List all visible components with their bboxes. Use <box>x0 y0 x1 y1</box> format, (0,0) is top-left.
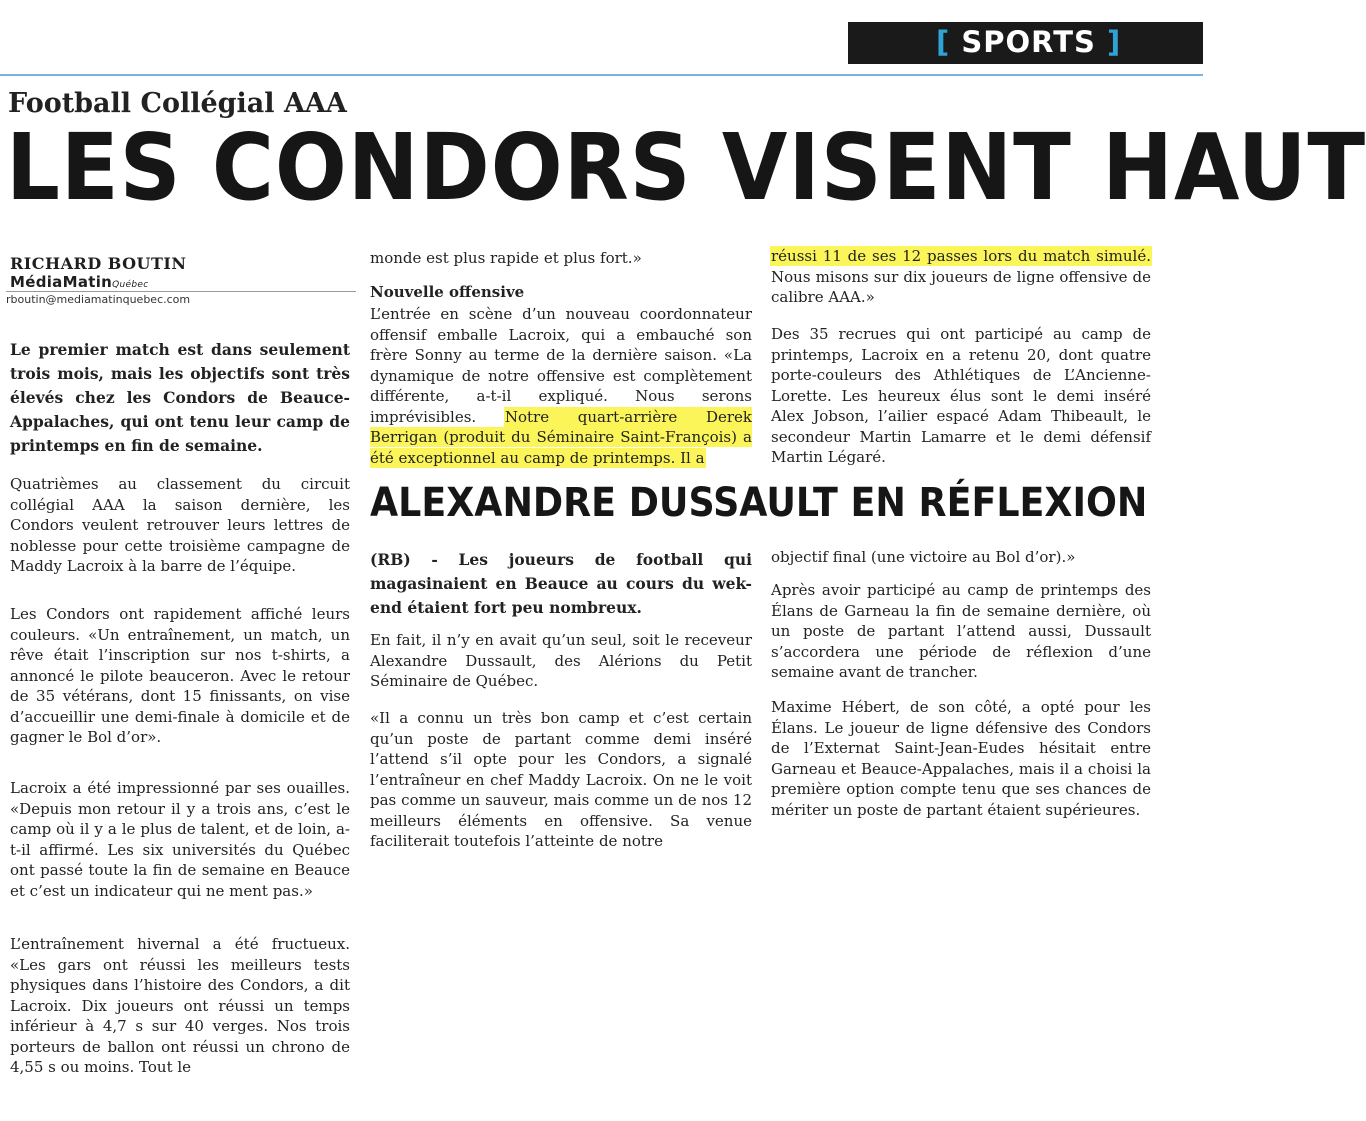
author-email: rboutin@mediamatinquebec.com <box>6 291 356 306</box>
brand-sub: Québec <box>112 280 149 290</box>
secondary-paragraph-continued: objectif final (une victoire au Bol d’or).» <box>771 548 1076 566</box>
section-label <box>936 25 1121 59</box>
secondary-paragraph-2: «Il a connu un très bon camp et c’est certain qu’un poste de partant comme demi inséré l’attend s’il opte pour les Condors, a signalé l’entraîneur en chef Maddy Lacroix. On ne le voit pas comme un sauveur, mais comme un de nos 12 meilleurs éléments en offensive. Sa venue faciliterait toutefois l’atteinte de notre <box>370 709 752 850</box>
secondary-lead: (RB) - Les joueurs de football qui magasinaient en Beauce au cours du wek-end étaient fort peu nombreux. <box>370 550 752 617</box>
paragraph-recruits: Des 35 recrues qui ont participé au camp de printemps, Lacroix en a retenu 20, dont quatre porte-couleurs des Athlétiques de L’Ancienne-Lorette. Les heureux élus sont le demi inséré Alex Jobson, l’ailier espacé Adam Thibeault, le secondeur Martin Lamarre et le demi défensif Martin Légaré. <box>771 325 1151 466</box>
highlighted-text-2: réussi 11 de ses 12 passes lors du match simulé. <box>771 247 1151 265</box>
paragraph-3: Lacroix a été impressionné par ses ouailles. «Depuis mon retour il y a trois ans, c’est le camp où il y a le plus de talent, et de loin, a-t-il affirmé. Les six universités du Québec ont passé toute la fin de semaine en Beauce et c’est un indicateur qui ne ment pas.» <box>10 779 350 900</box>
brand-logo <box>10 273 148 291</box>
paragraph-continued-text: Nous misons sur dix joueurs de ligne offensive de calibre AAA.» <box>771 267 1151 306</box>
subheading: Nouvelle offensive <box>370 283 525 301</box>
page-title: LES CONDORS VISENT HAUT <box>6 114 1366 221</box>
paragraph-offensive-text: L’entrée en scène d’un nouveau coordonnateur offensif emballe Lacroix, qui a embauché son frère Sonny au terme de la dernière saison. «La dynamique de notre offensive est complètement différente, a-t-il expliqué. Nous serons imprévisibles. <box>370 305 752 426</box>
brand-main: MédiaMatin <box>10 273 113 291</box>
bracket-close: ] <box>1106 25 1122 59</box>
paragraph-continued-2 <box>771 246 1151 308</box>
bracket-open: [ <box>936 25 951 59</box>
secondary-headline: ALEXANDRE DUSSAULT EN RÉFLEXION <box>370 480 1148 526</box>
section-title: SPORTS <box>961 25 1096 59</box>
paragraph-continued: monde est plus rapide et plus fort.» <box>370 249 642 267</box>
paragraph-4: L’entraînement hivernal a été fructueux. «Les gars ont réussi les meilleurs tests physiques dans l’histoire des Condors, a dit Lacroix. Dix joueurs ont réussi un temps inférieur à 4,7 s sur 40 verges. Nos trois porteurs de ballon ont réussi un chrono de 4,55 s ou moins. Tout le <box>10 935 350 1076</box>
secondary-paragraph-4: Maxime Hébert, de son côté, a opté pour les Élans. Le joueur de ligne défensive des Condors de l’Externat Saint-Jean-Eudes hésitait entre Garneau et Beauce-Appalaches, mais il a choisi la première option compte tenu que ses chances de mériter un poste de partant étaient supérieures. <box>771 698 1151 819</box>
top-rule <box>0 74 1203 76</box>
section-tab <box>848 22 1203 64</box>
kicker: Football Collégial AAA <box>8 88 347 119</box>
secondary-paragraph-3: Après avoir participé au camp de printemps des Élans de Garneau la fin de semaine dernière, où un poste de partant l’attend aussi, Dussault s’accordera une période de réflexion d’une semaine avant de trancher. <box>771 581 1151 681</box>
secondary-paragraph-1: En fait, il n’y en avait qu’un seul, soit le receveur Alexandre Dussault, des Alérions du Petit Séminaire de Québec. <box>370 631 752 690</box>
paragraph-1: Quatrièmes au classement du circuit collégial AAA la saison dernière, les Condors veulent retrouver leurs lettres de noblesse pour cette troisième campagne de Maddy Lacroix à la barre de l’équipe. <box>10 475 350 575</box>
paragraph-offensive <box>370 304 752 468</box>
author-name: RICHARD BOUTIN <box>10 254 187 273</box>
article-lead: Le premier match est dans seulement trois mois, mais les objectifs sont très élevés chez les Condors de Beauce-Appalaches, qui ont tenu leur camp de printemps en fin de semaine. <box>10 340 350 455</box>
paragraph-2: Les Condors ont rapidement affiché leurs couleurs. «Un entraînement, un match, un rêve était l’inscription sur nos t-shirts, a annoncé le pilote beauceron. Avec le retour de 35 vétérans, dont 15 finissants, on vise d’accueillir une demi-finale à domicile et de gagner le Bol d’or». <box>10 605 350 746</box>
highlighted-text: Notre quart-arrière Derek Berrigan (produit du Séminaire Saint-François) a été exceptionnel au camp de printemps. Il a <box>370 407 752 467</box>
